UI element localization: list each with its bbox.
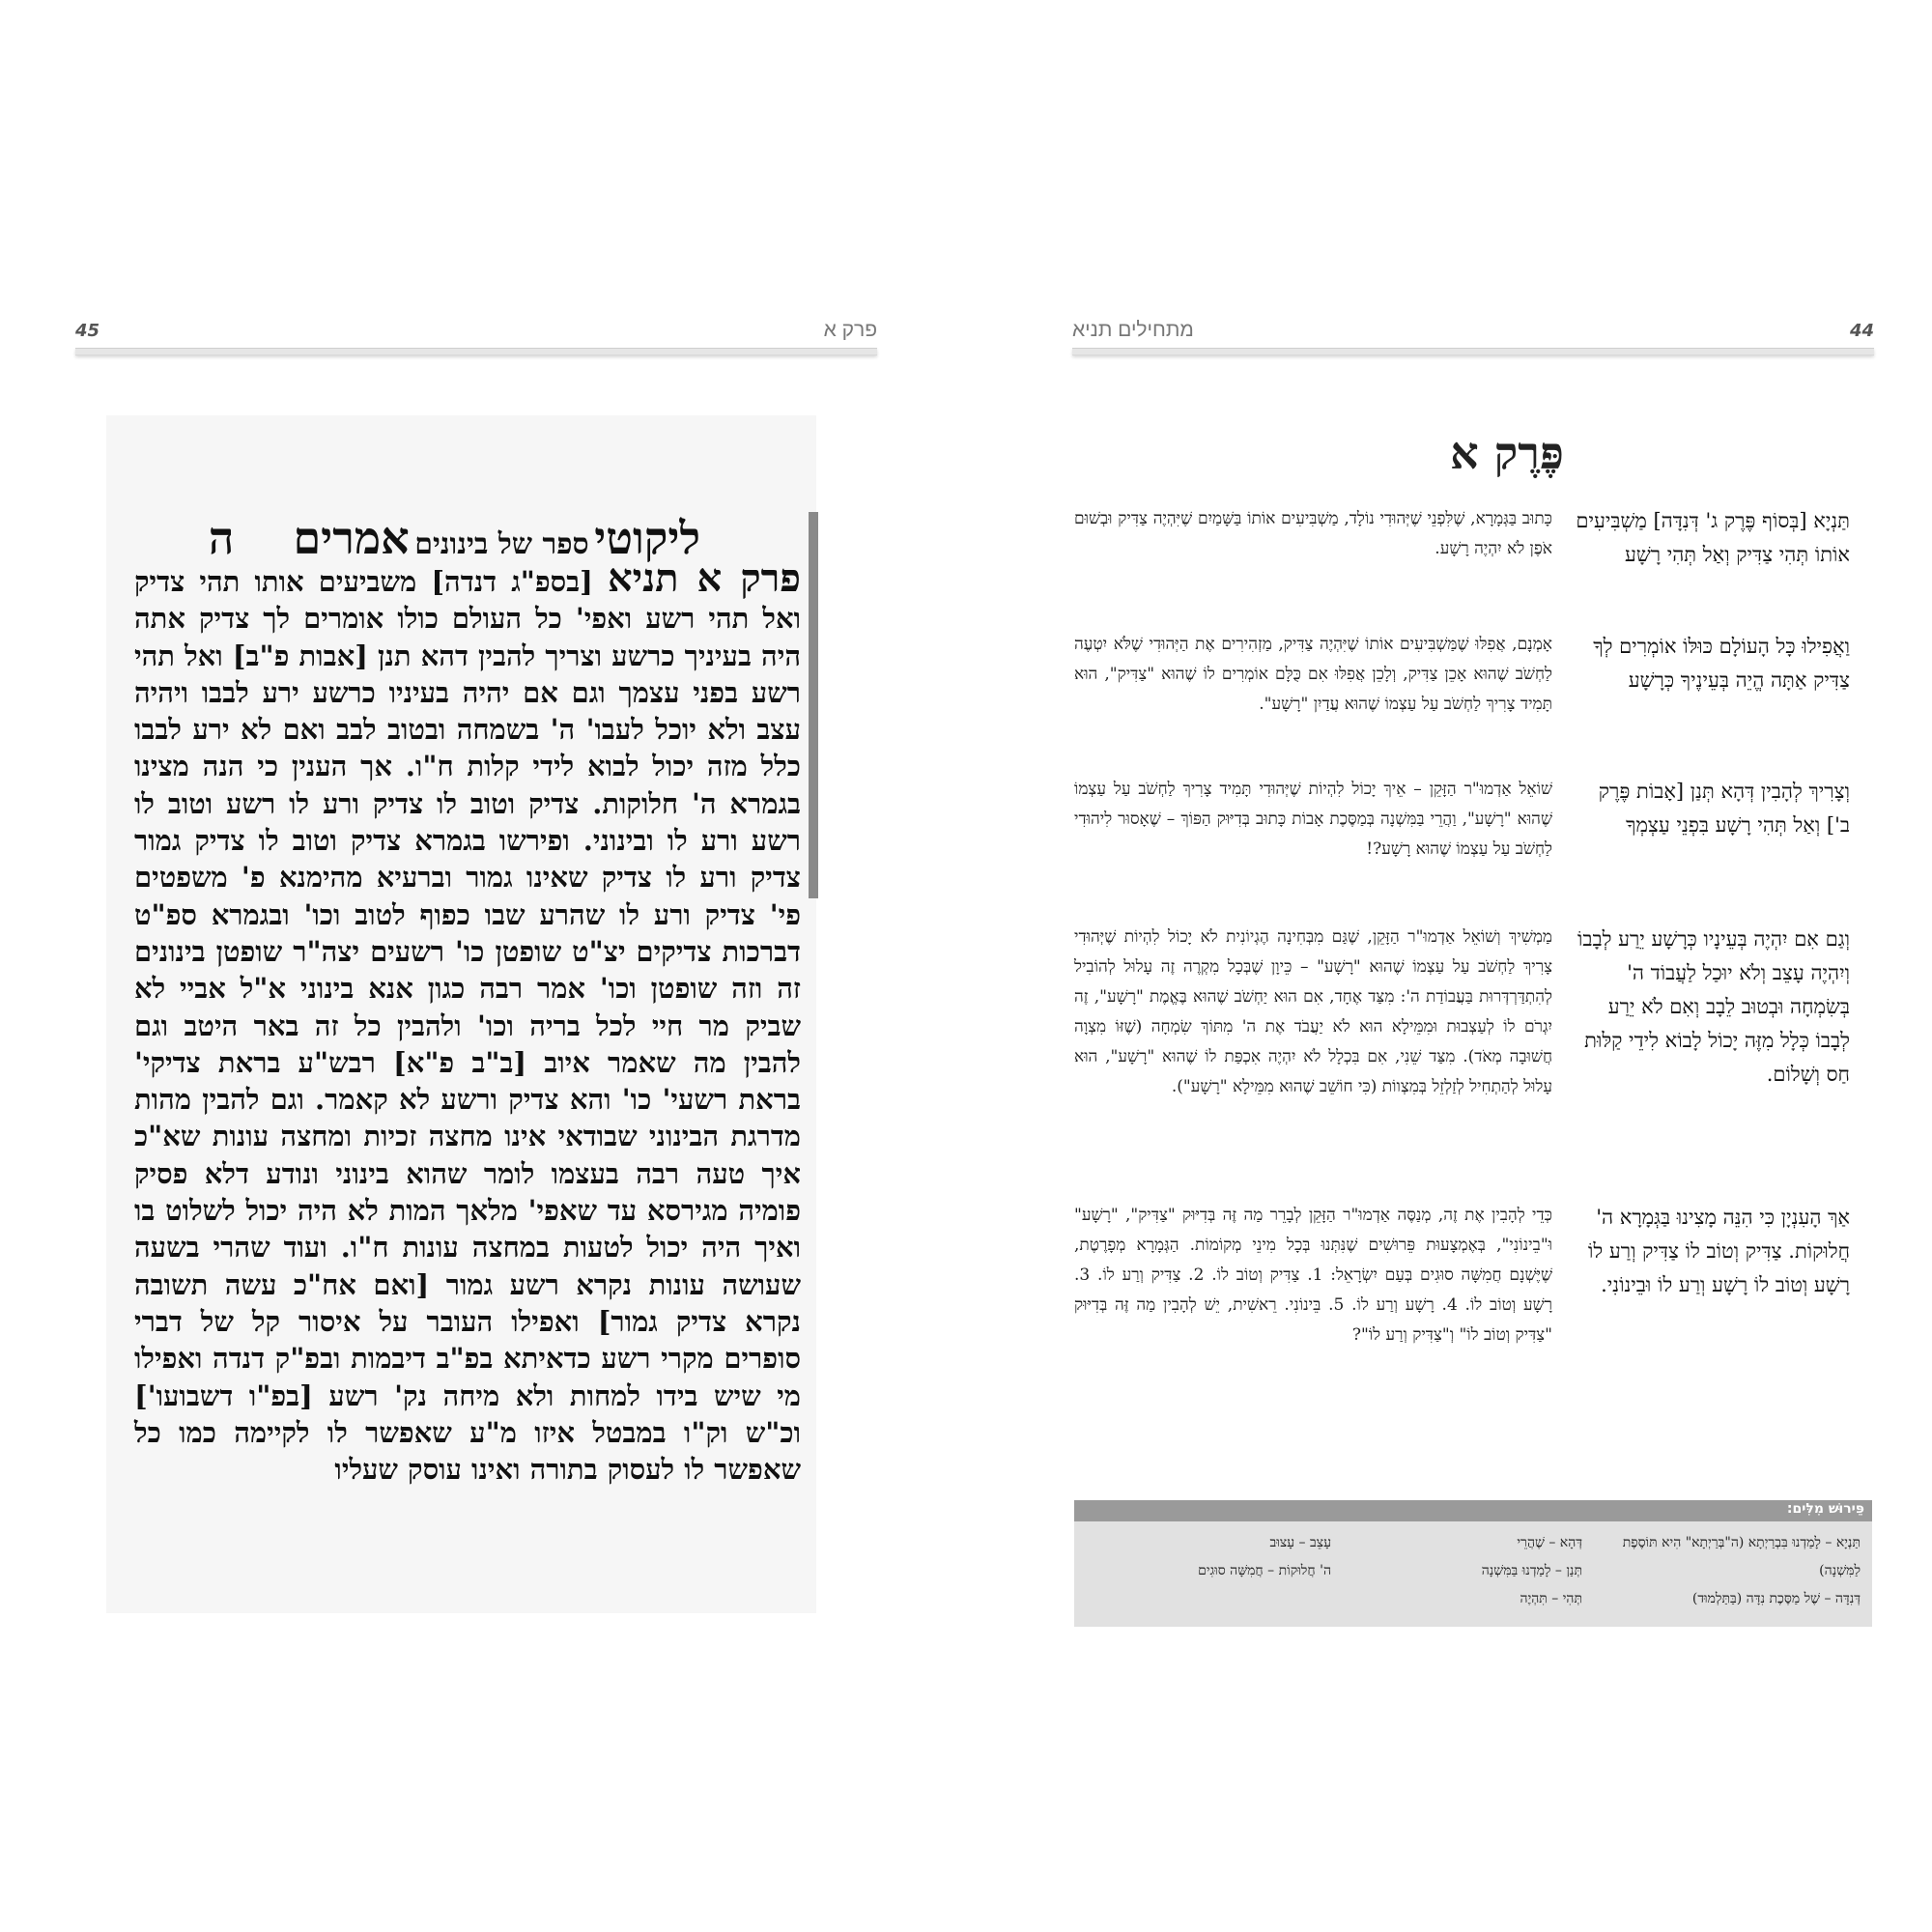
source-text: וַאֲפִילוּ כָּל הָעוֹלָם כּוּלּוֹ אוֹמְרִים לְךָ צַדִּיק אַתָּה הֱיֵה בְּעֵינֶיךָ כְּרָשָׁע	[1593, 635, 1850, 692]
source-text: תַּנְיָא [בְּסוֹף פֶּרֶק ג' דְּנִדָּה] מַשְׁבִּיעִים אוֹתוֹ תְּהִי צַדִּיק וְאַל תְּהִי רָשָׁע	[1576, 509, 1850, 566]
source-text: וְצָרִיךְ לְהָבִין דְּהָא תְּנַן [אָבוֹת פֶּרֶק ב'] וְאַל תְּהִי רָשָׁע בִּפְנֵי עַצְמְךָ	[1598, 780, 1850, 837]
glossary-column-2	[1370, 1529, 1582, 1613]
glossary-title: פֵּירוּשׁ מִלִּים:	[1786, 1501, 1864, 1517]
header-rule	[1072, 348, 1874, 355]
explanation-text: אָמְנָם, אֲפִלּוּ שֶׁמַּשְׁבִּיעִים אוֹתוֹ שֶׁיִּהְיֶה צַדִּיק, מַזְהִירִים אֶת הַיְּהוּדִי שֶׁלֹּא יִטְעֶה לַחְשֹׁב שֶׁהוּא אָכֵן צַדִּיק, וְלָכֵן אֲפִלּוּ אִם כֻּלָּם אוֹמְרִים לוֹ שֶׁהוּא "צַדִּיק", הוּא תָּמִיד צָרִיךְ לַחְשֹׁב עַל עַצְמוֹ שֶׁהוּא עֲדַיִן "רָשָׁע".	[1074, 635, 1552, 714]
explanation-text: שׁוֹאֵל אַדְמוּ"ר הַזָּקֵן – אֵיךְ יָכוֹל לִהְיוֹת שֶׁיְּהוּדִי תָּמִיד צָרִיךְ לַחְשֹׁב עַל עַצְמוֹ שֶׁהוּא "רָשָׁע", וַהֲרֵי בַּמִּשְׁנָה בְּמַסֶּכֶת אָבוֹת כָּתוּב בְּדִיּוּק הַפּוֹךְ – שֶׁאָסוּר לִיהוּדִי לַחְשֹׁב עַל עַצְמוֹ שֶׁהוּא רָשָׁע?!	[1074, 780, 1552, 859]
explanation-text: מַמְשִׁיךְ וְשׁוֹאֵל אַדְמוּ"ר הַזָּקֵן, שֶׁגַּם מִבְּחִינָה הֶגְיוֹנִית לֹא יָכוֹל לִהְיוֹת שֶׁיְּהוּדִי צָרִיךְ לַחְשֹׁב עַל עַצְמוֹ שֶׁהוּא "רָשָׁע" – כֵּיוָן שֶׁבְּכָל מִקְרֶה זֶה עָלוּל לְהוֹבִיל לְהִתְדַּרְדְּרוּת בַּעֲבוֹדַת ה': מִצַּד אֶחָד, אִם הוּא יַחְשֹׁב שֶׁהוּא בֶּאֱמֶת "רָשָׁע", זֶה יִגְרֹם לוֹ לְעַצְבוּת וּמִמֵּילָא הוּא לֹא יַעֲבֹד אֶת ה' מִתּוֹךְ שִׂמְחָה (שֶׁזּוֹ מִצְוָה חֲשׁוּבָה מְאֹד). מִצַּד שֵׁנִי, אִם בִּכְלָל לֹא יִהְיֶה אִכְפַּת לוֹ שֶׁהוּא "רָשָׁע", הוּא עָלוּל לְהַתְחִיל לְזַלְזֵל בְּמִצְווֹת (כִּי חוֹשֵׁב שֶׁהוּא מִמֵּילָא "רָשָׁע").	[1074, 927, 1552, 1096]
source-text: אַךְ הָעִנְיָן כִּי הִנֵּה מָצִינוּ בַּגְּמָרָא ה' חֲלוּקוֹת. צַדִּיק וְטוֹב לוֹ צַדִּיק וְרַע לוֹ רָשָׁע וְטוֹב לוֹ רָשָׁע וְרַע לוֹ וּבֵינוֹנִי.	[1588, 1206, 1850, 1296]
running-header-title: פרק א	[823, 319, 877, 341]
header-rule	[75, 348, 877, 355]
scan-body: [בספ"ג דנדה] משביעים אותו תהי צדיק ואל תהי רשע ואפי' כל העולם כולו אומרים לך צדיק אתה היה בעיניך כרשע וצריך להבין דהא תנן [אבות פ"ב] ואל תהי רשע בפני עצמך וגם אם יהיה בעיניו כרשע ירע לבבו ויהיה עצב ולא יוכל לעבו' ה' בשמחה ובטוב לבב ואם לא ירע לבבו כלל מזה יכול לבוא לידי קלות ח"ו. אך הענין כי הנה מצינו בגמרא ה' חלוקות. צדיק וטוב לו צדיק ורע לו רשע וטוב לו רשע ורע לו ובינוני. ופירשו בגמרא צדיק וטוב לו צדיק גמור צדיק ורע לו צדיק שאינו גמור וברעיא מהימנא פ' משפטים פי' צדיק ורע לו שהרע שבו כפוף לטוב וכו' ובגמרא ספ"ט דברכות צדיקים יצ"ט שופטן כו' רשעים יצה"ר שופטן בינונים זה וזה שופטן וכו' אמר רבה כגון אנא בינוני א"ל אביי לא שביק מר חיי לכל בריה וכו' ולהבין כל זה באר היטב וגם להבין מה שאמר איוב [ב"ב פ"א] רבש"ע בראת צדיקי' בראת רשעי' כו' והא צדיק ורשע לא קאמר. וגם להבין מהות מדרגת הבינוני שבודאי אינו מחצה זכיות ומחצה עונות שא"כ איך טעה רבה בעצמו לומר שהוא בינוני ונודע דלא פסיק פומיה מגירסא עד שאפי' מלאך המות לא היה יכול לשלוט בו ואיך היה יכול לטעות במחצה עונות ח"ו. ועוד שהרי בשעה שעושה עונות נקרא רשע גמור [ואם אח"כ עשה תשובה נקרא צדיק גמור] ואפילו העובר על איסור קל של דברי סופרים מקרי רשע כדאיתא בפ"ב דיבמות ובפ"ק דנדה ואפילו מי שיש בידו למחות ולא מיחה נק' רשע [בפ"ו דשבועו'] וכ"ש וק"ו במבטל איזו מ"ע שאפשר לו לקיימה כמו כל שאפשר לו לעסוק בתורה ואינו עוסק שעליו	[134, 565, 801, 1487]
glossary-entry: עָצֵב – עָצוּב	[1269, 1535, 1331, 1550]
title-letter: ה	[208, 512, 235, 564]
glossary-entry: ה' חֲלוּקוֹת – חֲמִשָּׁה סוּגִים	[1198, 1563, 1331, 1578]
chapter-title: פֶּרֶק א	[1450, 427, 1564, 479]
scan-body-text	[134, 555, 801, 1488]
glossary-column-3	[1119, 1529, 1331, 1585]
explanation-text: כָּתוּב בַּגְּמָרָא, שֶׁלִּפְנֵי שֶׁיְּהוּדִי נוֹלָד, מַשְׁבִּיעִים אוֹתוֹ בַּשָּׁמַיִם שֶׁיִּהְיֶה צַדִּיק וּבְשׁוּם אֹפֶן לֹא יִהְיֶה רָשָׁע.	[1074, 509, 1552, 558]
glossary-column-1	[1609, 1529, 1861, 1613]
glossary-entry: תְּנַן – לָמַדְנוּ בַּמִּשְׁנָה	[1481, 1563, 1582, 1578]
right-page	[966, 0, 1932, 1932]
explanation-text: כְּדֵי לְהָבִין אֶת זֶה, מְנַסֶּה אַדְמוּ"ר הַזָּקֵן לְבָרֵר מַה זֶּה בְּדִיּוּק "צַדִּיק", "רָשָׁע" וּ"בֵינוֹנִי", בְּאֶמְצָעוּת פֵּרוּשִׁים שֶׁנִּתְּנוּ בְּכָל מִינֵי מְקוֹמוֹת. הַגְּמָרָא מְפָרֶטֶת, שֶׁיֶּשְׁנָם חֲמִשָּׁה סוּגִים בְּעַם יִשְׂרָאֵל: 1. צַדִּיק וְטוֹב לוֹ. 2. צַדִּיק וְרַע לוֹ. 3. רָשָׁע וְטוֹב לוֹ. 4. רָשָׁע וְרַע לוֹ. 5. בֵּינוֹנִי. רֵאשִׁית, יֵשׁ לְהָבִין מַה זֶּה בְּדִיּוּק "צַדִּיק וְטוֹב לוֹ" וְ"צַדִּיק וְרַע לוֹ"?	[1074, 1206, 1552, 1345]
right-page-header	[1072, 317, 1874, 355]
source-text: וְגַם אִם יִהְיֶה בְּעֵינָיו כְּרָשָׁע יֵרַע לְבָבוֹ וְיִהְיֶה עָצֵב וְלֹא יוּכַל לַעֲבוֹד ה' בְּשִׂמְחָה וּבְטוּב לֵבָב וְאִם לֹא יֵרַע לְבָבוֹ כְּלָל מִזֶּה יָכוֹל לָבוֹא לִידֵי קַלּוּת חַס וְשָׁלוֹם.	[1577, 927, 1850, 1086]
margin-bar	[809, 512, 818, 898]
original-text-scan	[106, 415, 816, 1613]
page-number: 44	[1849, 321, 1874, 341]
running-header-title: מתחילים תניא	[1072, 319, 1194, 341]
glossary-title-bar	[1074, 1500, 1872, 1521]
page-number: 45	[75, 321, 100, 341]
glossary-entry: דְּהָא – שֶׁהֲרֵי	[1517, 1535, 1582, 1550]
glossary-entry: תְּהִי – תִּהְיֶה	[1520, 1591, 1582, 1606]
glossary-entry: דְּנִדָּה – שֶׁל מַסֶּכֶת נִדָּה (בַּתַּלְמוּד)	[1691, 1591, 1861, 1606]
title-word-amarim: אמרים	[293, 512, 410, 564]
chapter-lead: פרק א תניא	[608, 555, 801, 601]
glossary-box	[1074, 1500, 1872, 1627]
title-subtitle: ספר של בינונים	[414, 527, 589, 561]
glossary-entry: תַּנְיָא – לָמַדְנוּ בִּבְרַיְתָא (ה"בְּרַיְתָא" הִיא תּוֹסֶפֶת לַמִּשְׁנָה)	[1622, 1535, 1861, 1578]
title-word-likutei: ליקוטי	[594, 512, 700, 564]
left-page-header	[75, 317, 877, 355]
